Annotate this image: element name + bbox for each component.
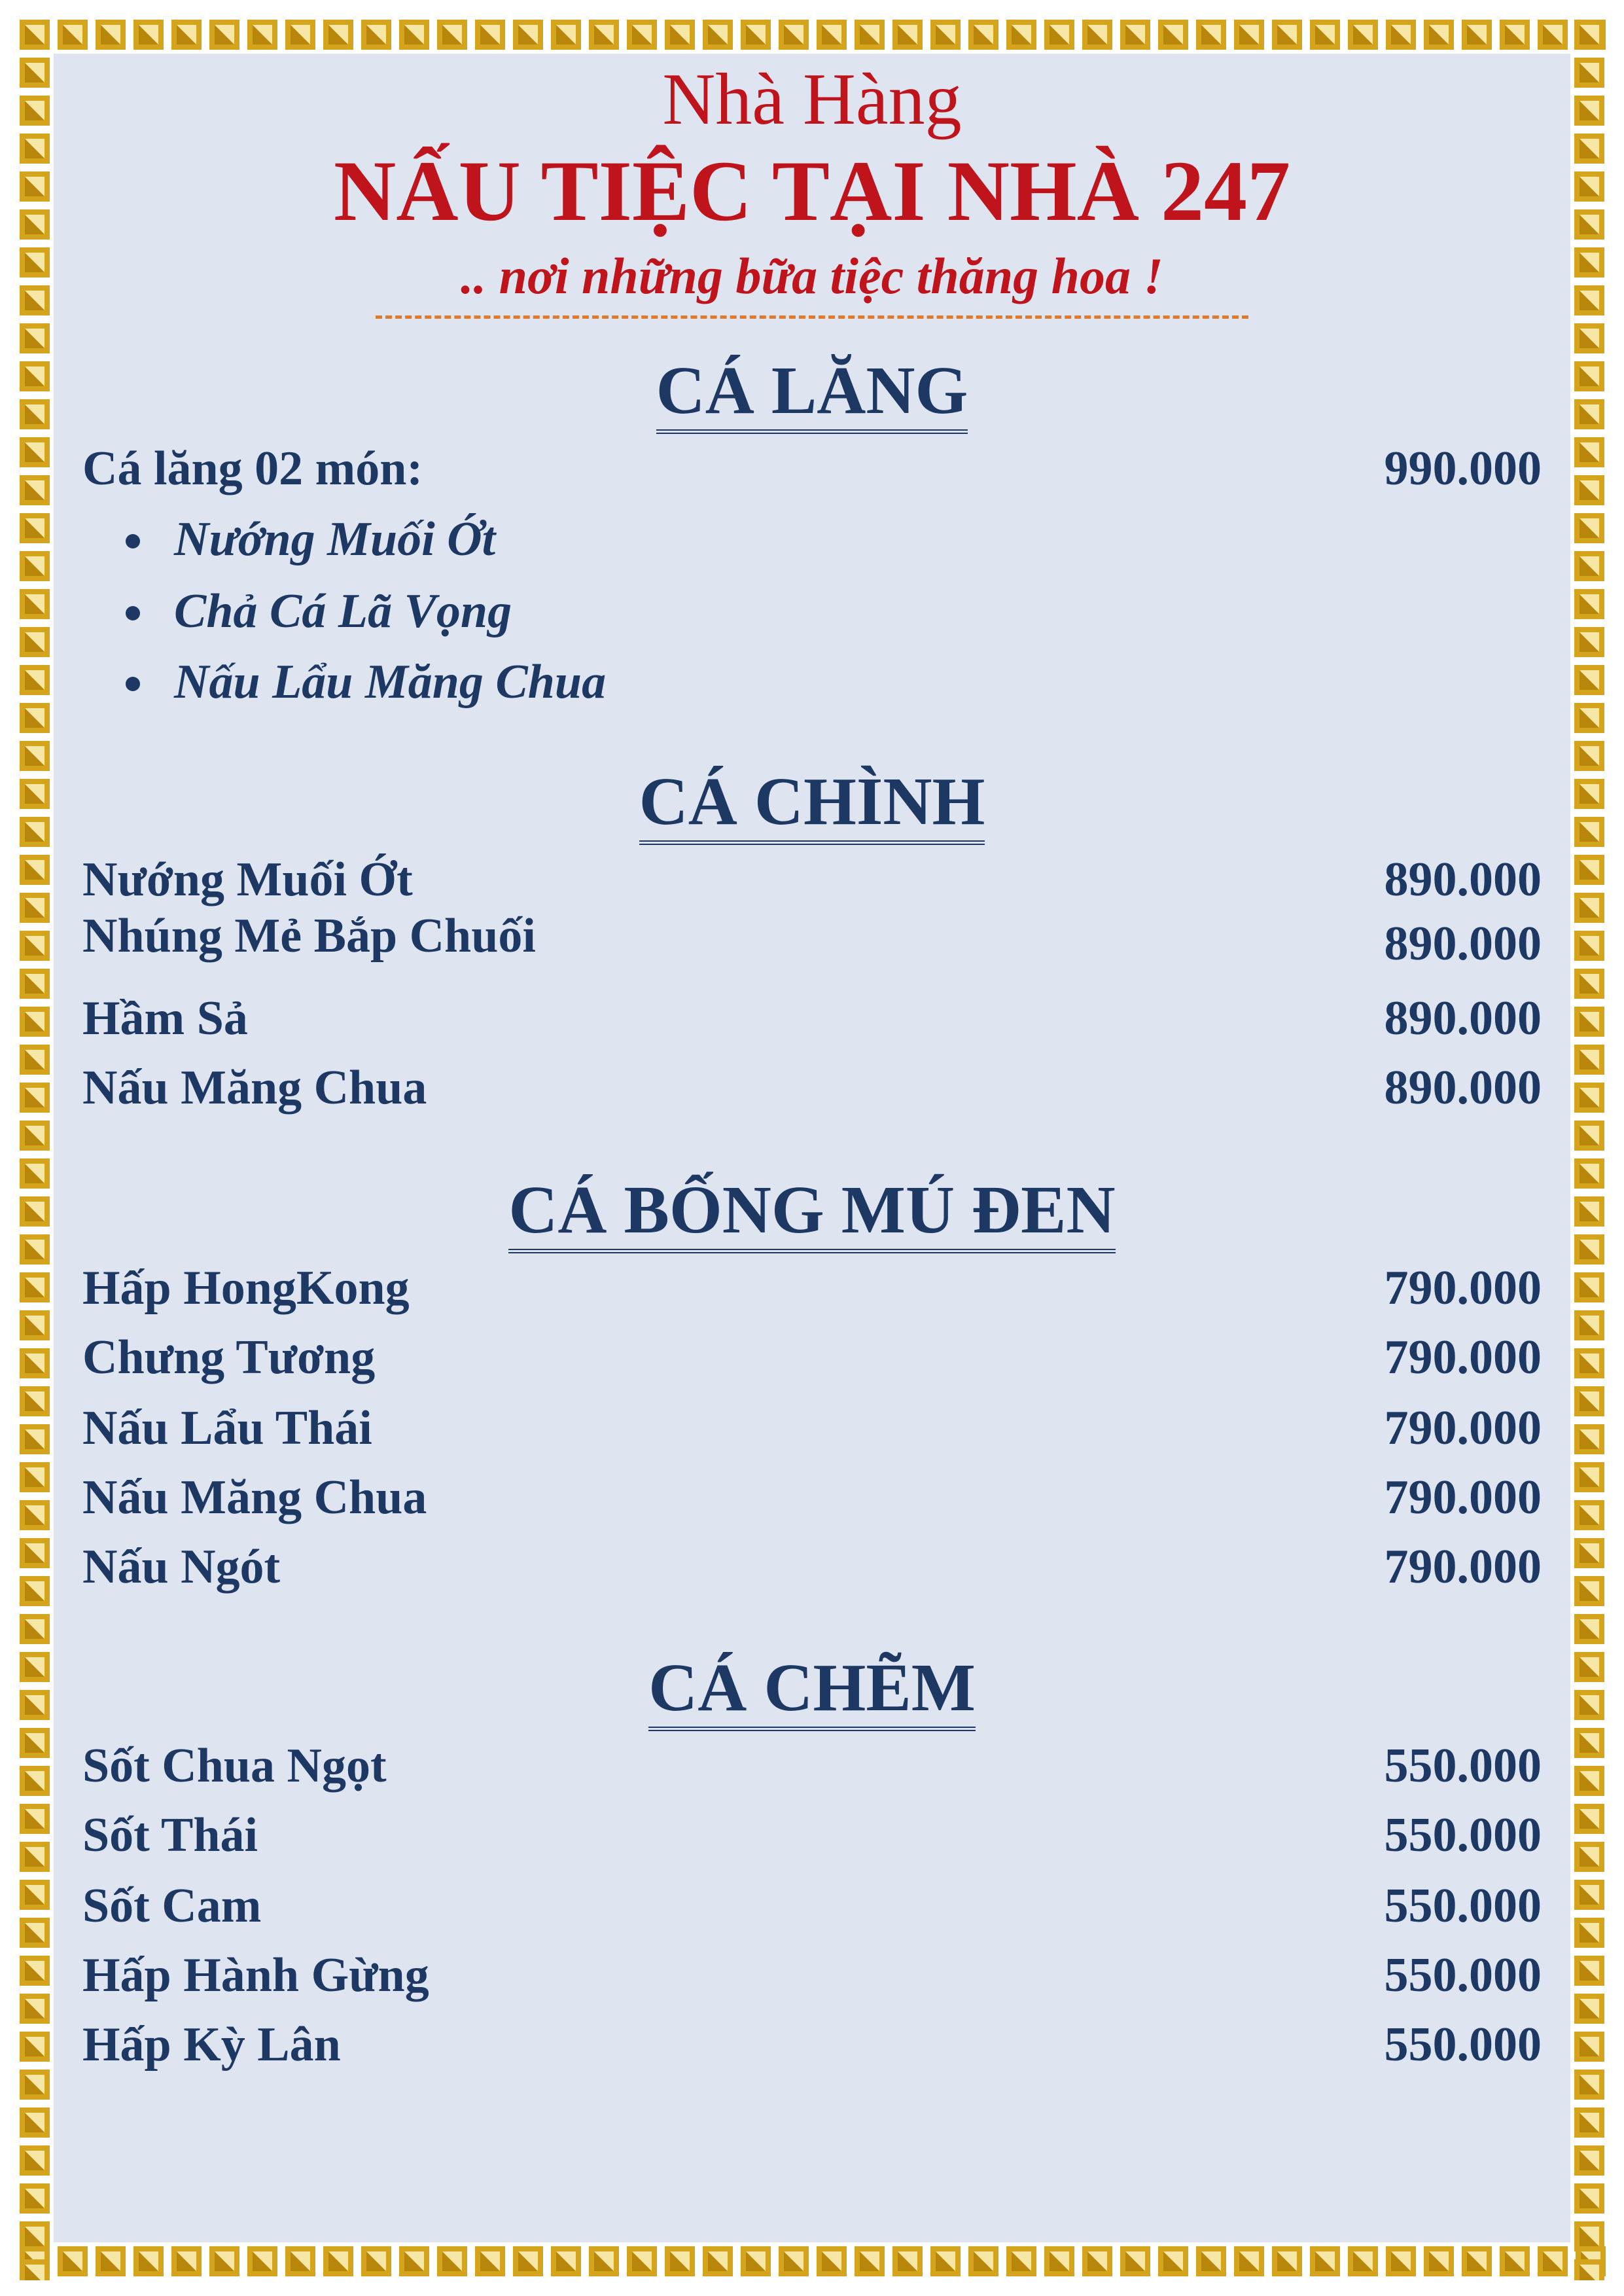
item-name: Cá lăng 02 món: bbox=[82, 442, 423, 495]
menu-item bbox=[82, 1465, 1542, 1530]
menu-item bbox=[82, 911, 1542, 977]
item-price: 790.000 bbox=[1384, 1401, 1542, 1455]
menu-item bbox=[82, 1873, 1542, 1939]
menu-item bbox=[82, 1255, 1542, 1321]
item-name: Hấp HongKong bbox=[82, 1261, 410, 1315]
menu-item bbox=[82, 1534, 1542, 1600]
restaurant-name: NẤU TIỆC TẠI NHÀ 247 bbox=[333, 143, 1291, 239]
bullet-icon bbox=[126, 534, 140, 548]
item-price: 550.000 bbox=[1384, 1739, 1542, 1793]
item-price: 550.000 bbox=[1384, 1879, 1542, 1933]
sub-item: Chả Cá Lã Vọng bbox=[126, 579, 512, 644]
item-name: Nấu Ngót bbox=[82, 1540, 281, 1594]
item-price: 550.000 bbox=[1384, 1948, 1542, 2002]
item-name: Nấu Măng Chua bbox=[82, 1471, 427, 1524]
item-price: 550.000 bbox=[1384, 2018, 1542, 2072]
item-name: Nấu Lẩu Thái bbox=[82, 1401, 372, 1455]
border-left bbox=[16, 16, 54, 2280]
menu-item bbox=[82, 1325, 1542, 1390]
border-top bbox=[16, 16, 1608, 54]
item-price: 890.000 bbox=[1384, 1061, 1542, 1115]
item-name: Nướng Muối Ớt bbox=[82, 853, 413, 906]
bullet-icon bbox=[126, 677, 140, 691]
item-name: Nhúng Mẻ Bắp Chuối bbox=[82, 909, 536, 963]
item-name: Hầm Sả bbox=[82, 992, 248, 1045]
item-name: Hấp Hành Gừng bbox=[82, 1948, 429, 2002]
item-name: Hấp Kỳ Lân bbox=[82, 2018, 341, 2072]
menu-item bbox=[82, 847, 1542, 912]
menu-item bbox=[82, 1055, 1542, 1121]
item-name: Sốt Thái bbox=[82, 1808, 258, 1862]
item-price: 790.000 bbox=[1384, 1540, 1542, 1594]
menu-item bbox=[82, 1943, 1542, 2008]
section-title-ca-chem: CÁ CHẼM bbox=[54, 1645, 1570, 1731]
item-name: Chưng Tương bbox=[82, 1331, 376, 1384]
menu-item bbox=[82, 1733, 1542, 1799]
item-name: Sốt Cam bbox=[82, 1879, 262, 1933]
item-price: 890.000 bbox=[1384, 853, 1542, 906]
item-price: 790.000 bbox=[1384, 1471, 1542, 1524]
item-price: 550.000 bbox=[1384, 1808, 1542, 1862]
sub-item: Nướng Muối Ớt bbox=[126, 507, 495, 572]
restaurant-label: Nhà Hàng bbox=[662, 59, 962, 140]
item-price: 890.000 bbox=[1384, 992, 1542, 1045]
menu-item bbox=[82, 1395, 1542, 1461]
item-price: 990.000 bbox=[1384, 442, 1542, 495]
section-title-ca-chinh: CÁ CHÌNH bbox=[54, 759, 1570, 844]
sub-item: Nấu Lẩu Măng Chua bbox=[126, 649, 606, 715]
section-title-ca-lang: CÁ LĂNG bbox=[54, 348, 1570, 433]
menu-item bbox=[82, 436, 1542, 501]
item-price: 790.000 bbox=[1384, 1261, 1542, 1315]
item-price: 890.000 bbox=[1384, 917, 1542, 971]
menu-item bbox=[82, 1803, 1542, 1868]
item-name: Sốt Chua Ngọt bbox=[82, 1739, 387, 1793]
section-title-ca-bong-mu-den: CÁ BỐNG MÚ ĐEN bbox=[54, 1168, 1570, 1253]
item-name: Nấu Măng Chua bbox=[82, 1061, 427, 1115]
menu-item bbox=[82, 986, 1542, 1051]
border-right bbox=[1570, 16, 1608, 2280]
menu-item bbox=[82, 2012, 1542, 2077]
item-price: 790.000 bbox=[1384, 1331, 1542, 1384]
restaurant-slogan: .. nơi những bữa tiệc thăng hoa ! bbox=[461, 247, 1163, 304]
menu-panel bbox=[54, 54, 1570, 2242]
header-divider bbox=[376, 315, 1248, 319]
border-bottom bbox=[16, 2242, 1608, 2280]
bullet-icon bbox=[126, 606, 140, 620]
